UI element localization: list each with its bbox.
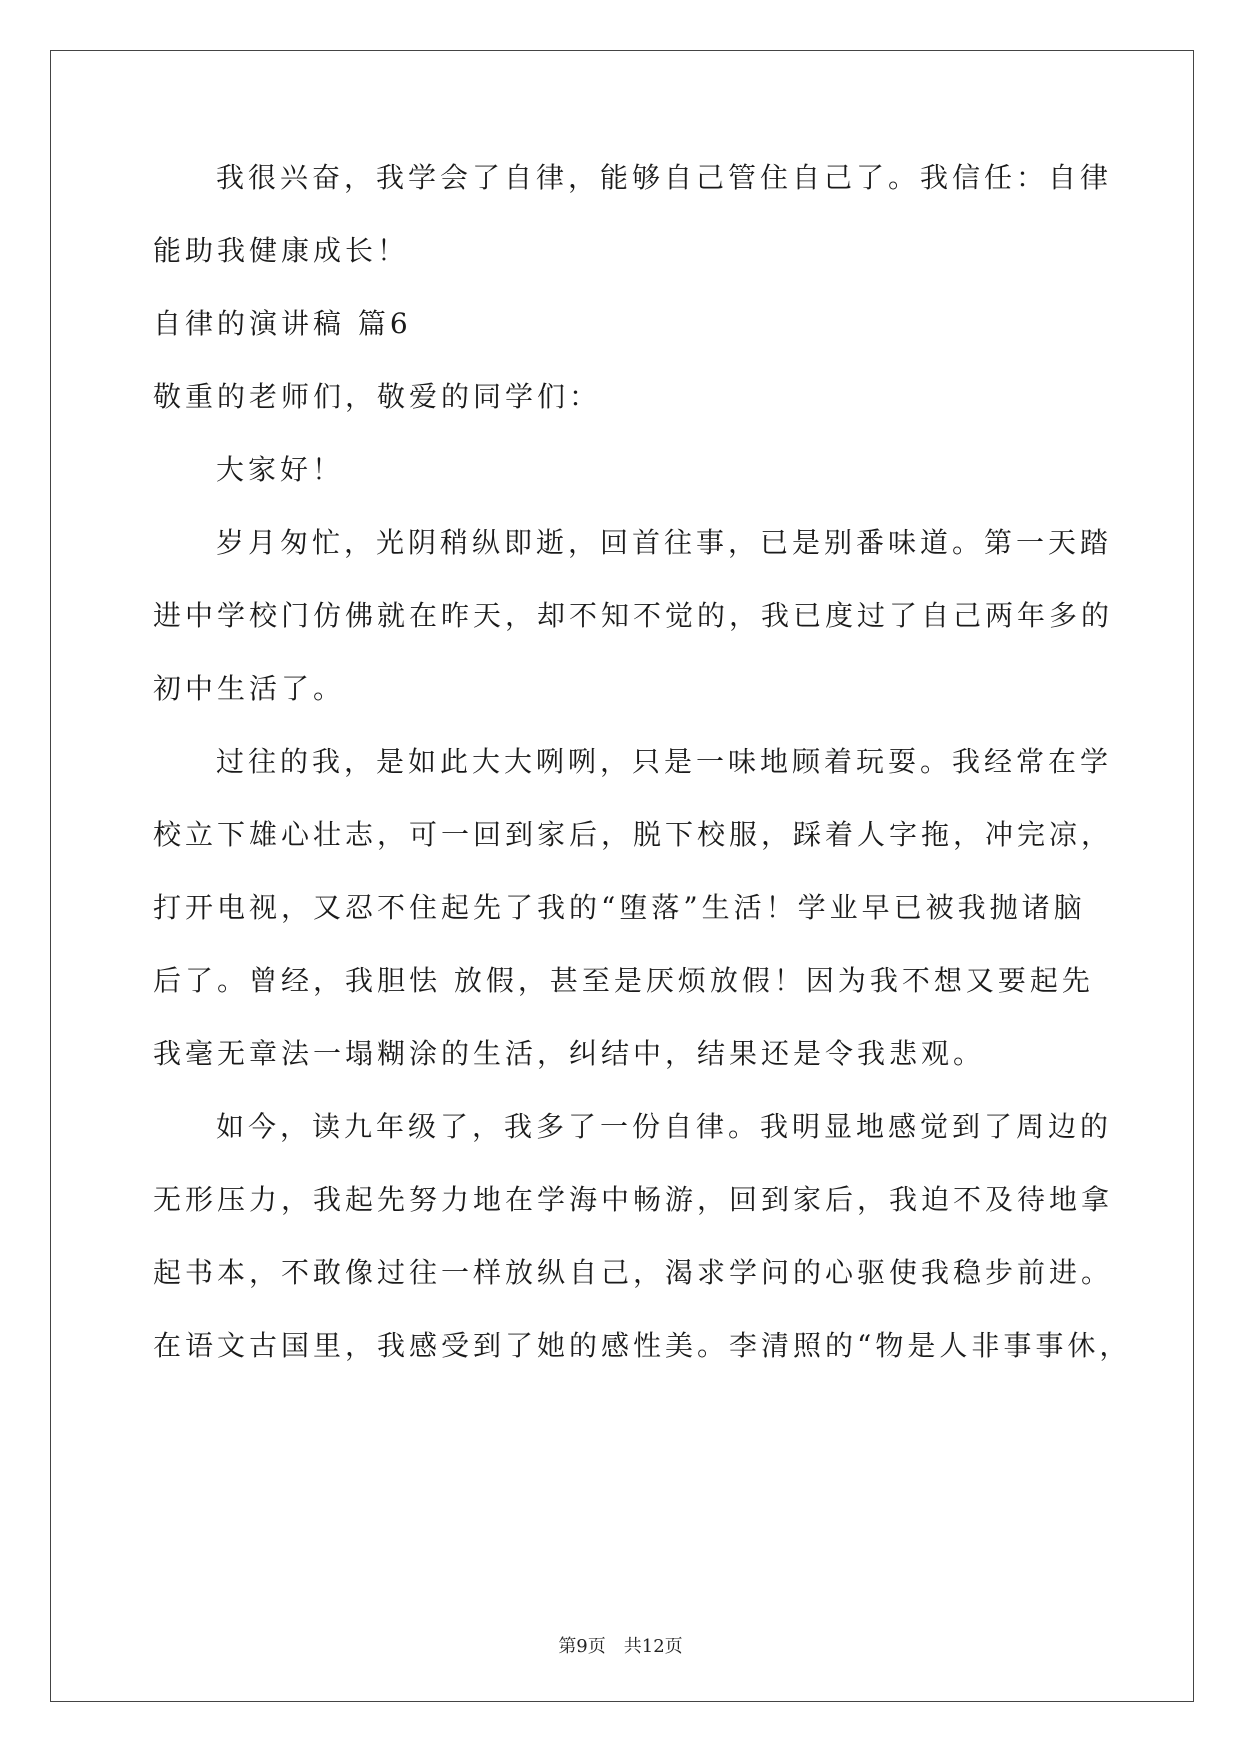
page-border bbox=[50, 50, 1194, 1702]
paragraph-line: 无形压力，我起先努力地在学海中畅游，回到家后，我迫不及待地拿 bbox=[153, 1183, 1114, 1216]
salutation: 敬重的老师们，敬爱的同学们： bbox=[153, 380, 602, 413]
paragraph-line: 打开电视，又忍不住起先了我的“堕落”生活！学业早已被我抛诸脑 bbox=[153, 891, 1086, 924]
page-total: 共12页 bbox=[623, 1636, 683, 1657]
paragraph-line: 如今，读九年级了，我多了一份自律。我明显地感觉到了周边的 bbox=[216, 1110, 1113, 1143]
paragraph-line: 在语文古国里，我感受到了她的感性美。李清照的“物是人非事事休， bbox=[153, 1329, 1132, 1362]
greeting: 大家好！ bbox=[216, 453, 345, 486]
section-heading: 自律的演讲稿 篇6 bbox=[153, 307, 412, 340]
paragraph-line: 过往的我，是如此大大咧咧，只是一味地顾着玩耍。我经常在学 bbox=[216, 745, 1113, 778]
paragraph-line: 进中学校门仿佛就在昨天，却不知不觉的，我已度过了自己两年多的 bbox=[153, 599, 1114, 632]
paragraph-line: 起书本，不敢像过往一样放纵自己，渴求学问的心驱使我稳步前进。 bbox=[153, 1256, 1114, 1289]
paragraph-line: 岁月匆忙，光阴稍纵即逝，回首往事，已是别番味道。第一天踏 bbox=[216, 526, 1113, 559]
page-number: 第9页 bbox=[558, 1636, 606, 1657]
paragraph-line: 我很兴奋，我学会了自律，能够自己管住自己了。我信任：自律 bbox=[216, 161, 1113, 194]
paragraph-line: 后了。曾经，我胆怯 放假，甚至是厌烦放假！因为我不想又要起先 bbox=[153, 964, 1094, 997]
paragraph-line: 能助我健康成长！ bbox=[153, 234, 410, 267]
paragraph-line: 初中生活了。 bbox=[153, 672, 346, 705]
page-footer bbox=[0, 1635, 1241, 1659]
paragraph-line: 我毫无章法一塌糊涂的生活，纠结中，结果还是令我悲观。 bbox=[153, 1037, 986, 1070]
paragraph-line: 校立下雄心壮志，可一回到家后，脱下校服，踩着人字拖，冲完凉， bbox=[153, 818, 1114, 851]
